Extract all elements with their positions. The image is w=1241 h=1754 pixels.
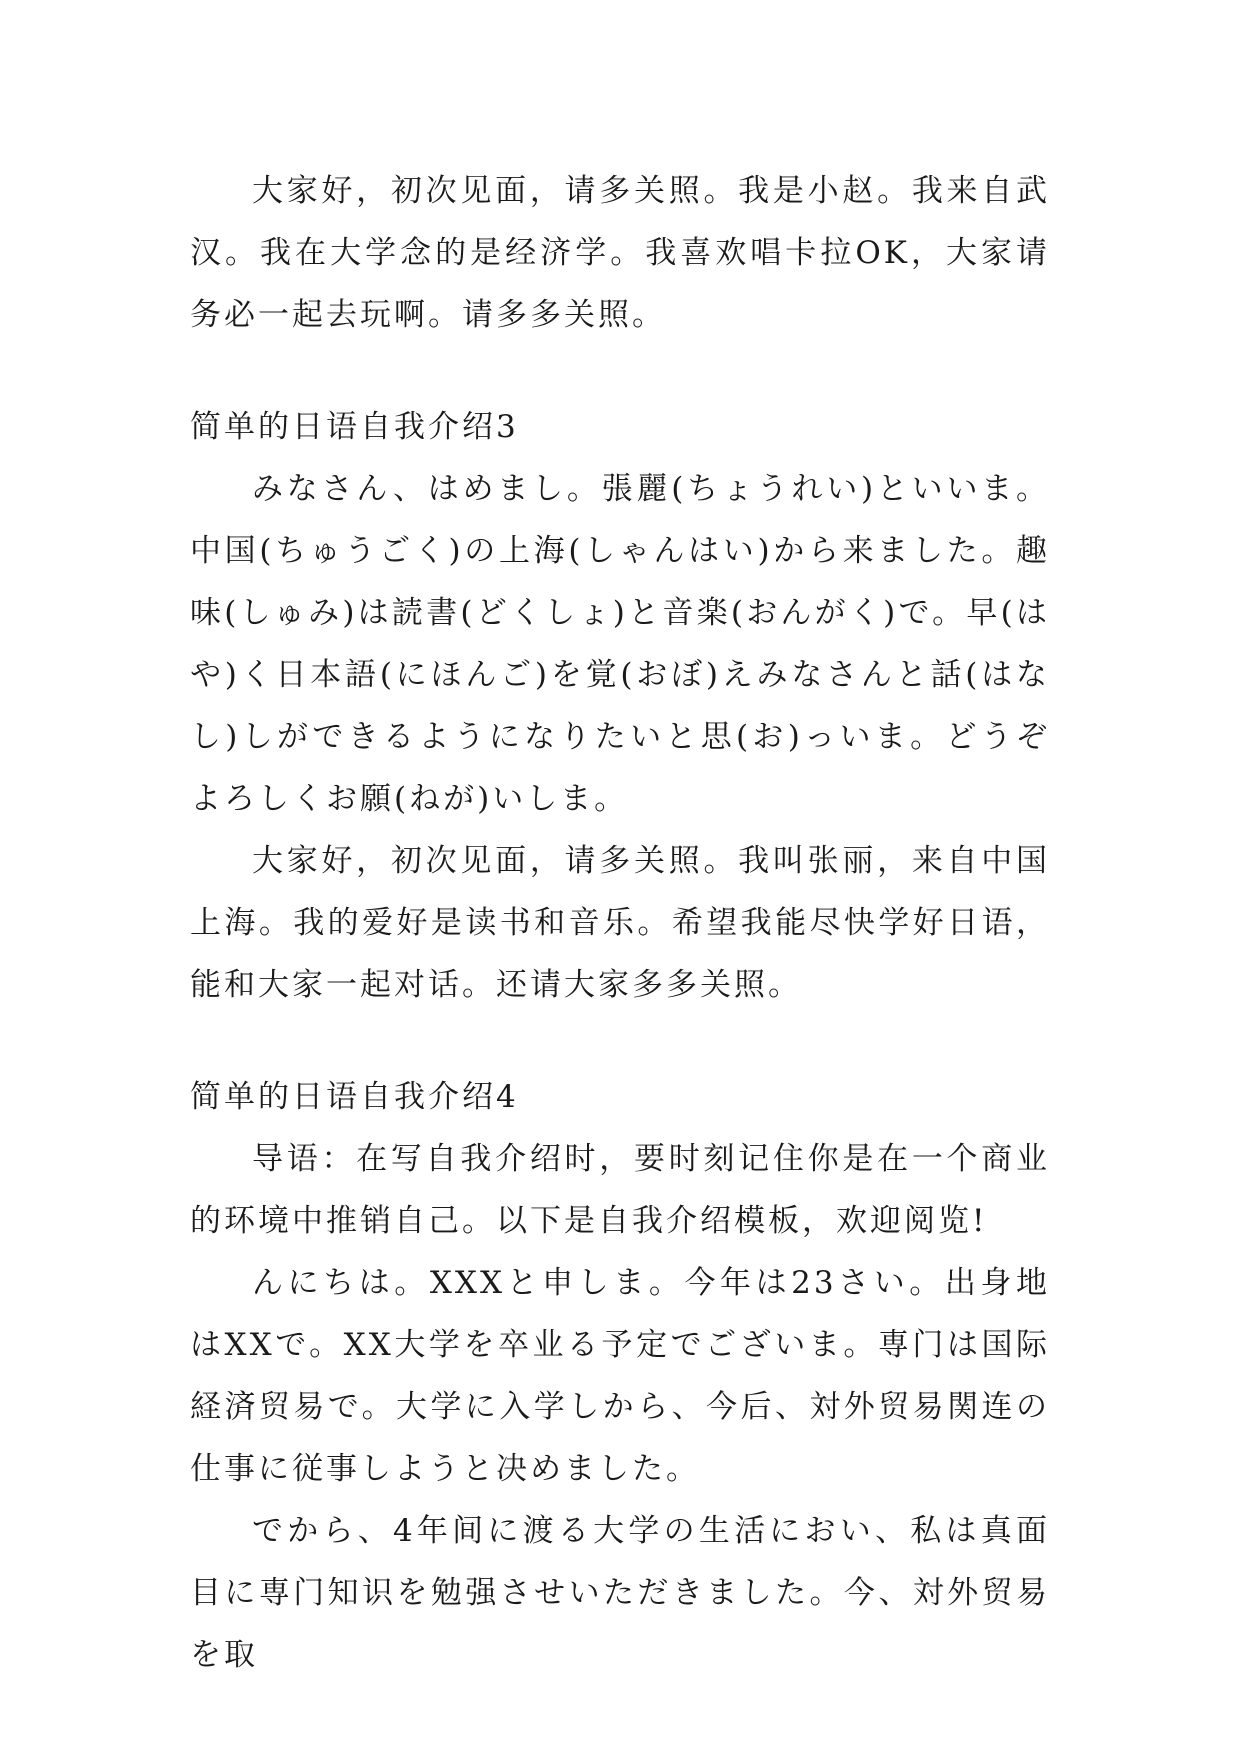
document-body <box>190 160 1050 1686</box>
paragraph-lead-in: 导语：在写自我介绍时，要时刻记住你是在一个商业的环境中推销自己。以下是自我介绍模板，欢迎阅览! <box>190 1141 1050 1239</box>
section-gap <box>190 1016 1050 1066</box>
paragraph-zhangli-intro-cn: 大家好，初次见面，请多关照。我叫张丽，来自中国上海。我的爱好是读书和音乐。希望我能尽快学好日语，能和大家一起对话。还请大家多多关照。 <box>190 843 1050 1003</box>
section-heading-4: 简单的日语自我介绍4 <box>190 1079 519 1115</box>
section-heading-3: 简单的日语自我介绍3 <box>190 409 519 445</box>
section-gap <box>190 346 1050 396</box>
paragraph-zhangli-intro-jp: みなさん、はめまし。張麗(ちょうれい)といいま。中国(ちゅうごく)の上海(しゃんはい)から来ました。趣味(しゅみ)は読書(どくしょ)と音楽(おんがく)で。早(はや)く日本語(にほんご)を覚(おぼ)えみなさんと話(はなし)しができるようになりたいと思(お)っいま。どうぞよろしくお願(ねが)いしま。 <box>190 471 1050 817</box>
paragraph-zhao-intro-cn: 大家好，初次见面，请多关照。我是小赵。我来自武汉。我在大学念的是经济学。我喜欢唱卡拉OK，大家请务必一起去玩啊。请多多关照。 <box>190 173 1050 333</box>
paragraph-university-life-jp: でから、4年间に渡る大学の生活におい、私は真面目に専门知识を勉强させいただきました。今、対外贸易を取 <box>190 1513 1050 1673</box>
paragraph-xxx-intro-jp: んにちは。XXXと申しま。今年は23さい。出身地はXXで。XX大学を卒业る予定でございま。専门は国际経済贸易で。大学に入学しから、今后、対外贸易関连の仕事に従事しようと决めました。 <box>190 1265 1050 1487</box>
